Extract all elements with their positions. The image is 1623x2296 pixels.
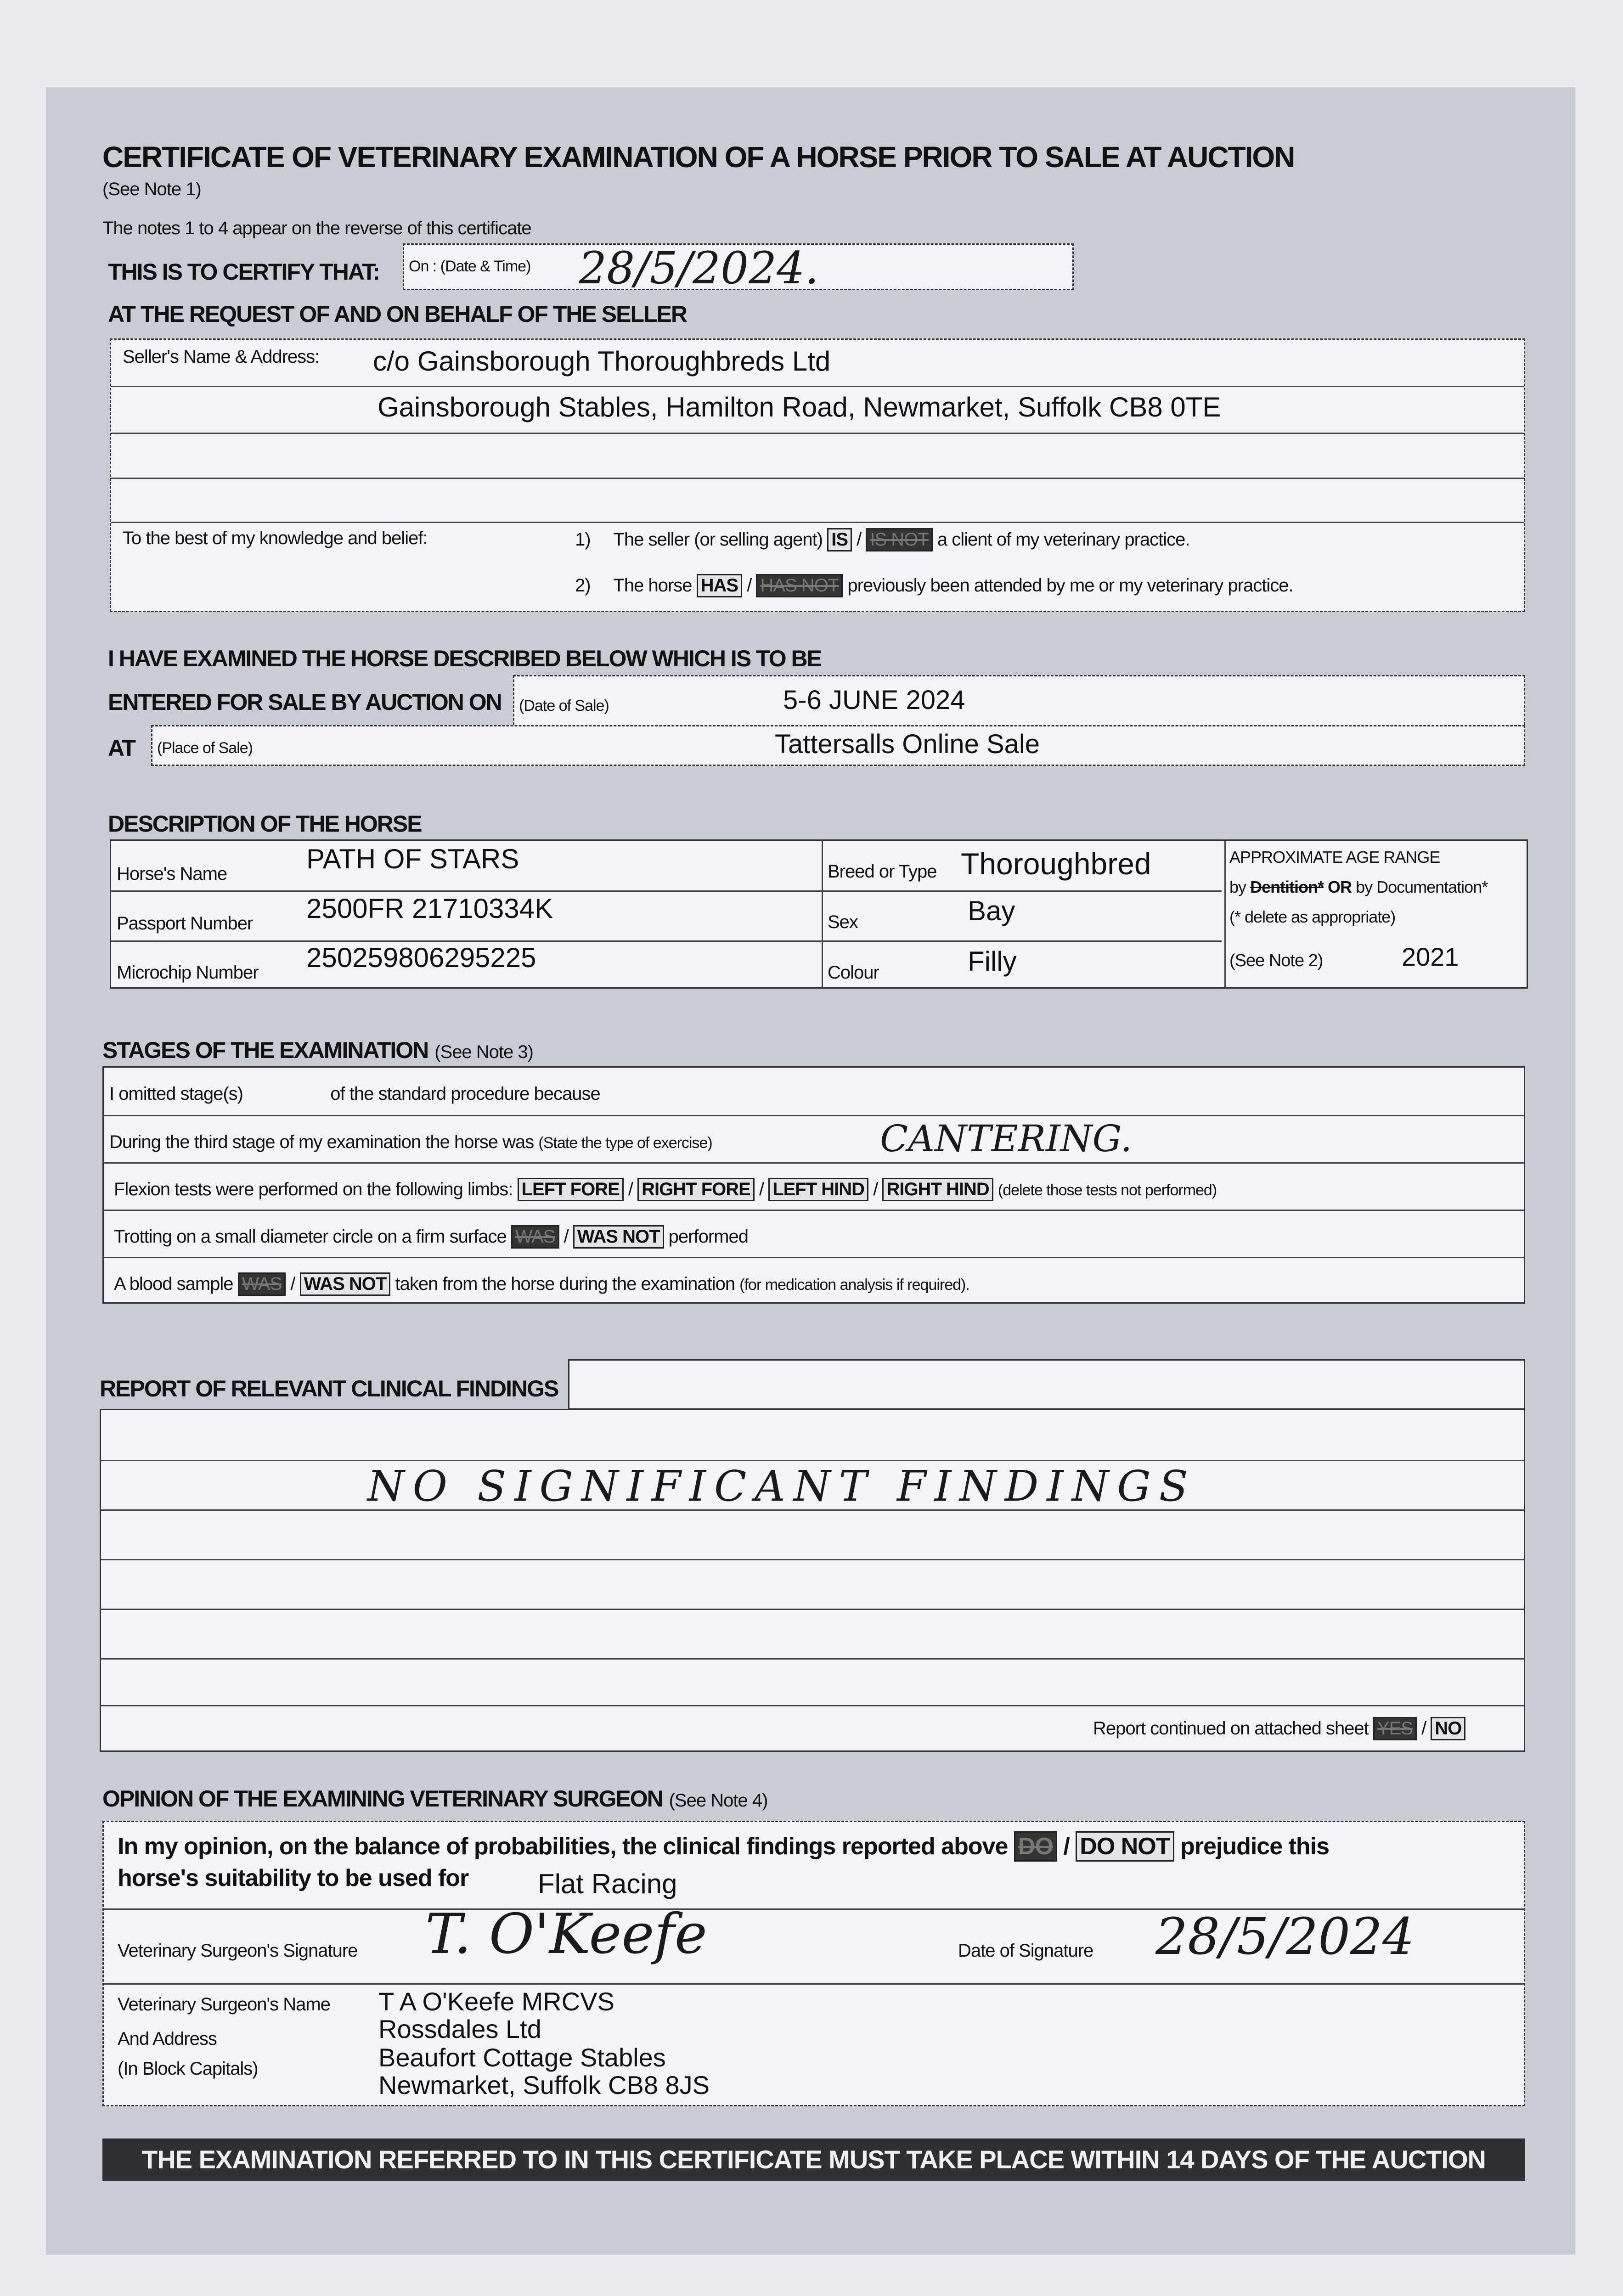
blood-note: (for medication analysis if required). [739,1276,969,1294]
age-delete-note: (* delete as appropriate) [1229,907,1396,926]
age-documentation[interactable]: by Documentation* [1356,878,1488,896]
report-continued-row [1093,1717,1465,1740]
age-heading: APPROXIMATE AGE RANGE [1229,848,1440,867]
exam-date-value: 28/5/2024. [579,242,819,294]
horse-name-value[interactable]: PATH OF STARS [306,844,519,874]
date-of-signature-value[interactable]: 28/5/2024 [1155,1907,1415,1966]
separator: / [564,1227,569,1247]
breed-label: Breed or Type [828,861,937,882]
signature-label: Veterinary Surgeon's Signature [118,1941,358,1961]
stages-note: (See Note 3) [434,1042,533,1062]
microchip-value[interactable]: 250259806295225 [306,942,536,973]
statement-text: a client of my veterinary practice. [937,529,1190,550]
horse-description-table [110,839,1528,989]
vet-signature[interactable]: T. O'Keefe [425,1902,707,1966]
at-label: AT [108,735,135,761]
option-is[interactable]: IS [827,528,852,551]
blood-post: taken from the horse during the examination [395,1274,735,1294]
opinion-line-1 [118,1831,1329,1862]
limb-right-fore[interactable]: RIGHT FORE [637,1178,755,1201]
blood-was-deleted[interactable]: WAS [238,1272,286,1296]
separator: / [873,1179,878,1199]
limb-left-fore[interactable]: LEFT FORE [518,1178,624,1201]
sale-place-label: (Place of Sale) [157,739,253,757]
vet-name-label: Veterinary Surgeon's Name [118,1994,330,2015]
colour-label: Colour [828,962,879,983]
opinion-section [102,1821,1525,2106]
sale-date-label: (Date of Sale) [519,697,609,715]
opinion-heading-text: OPINION OF THE EXAMINING VETERINARY SURGEON [102,1786,663,1812]
flexion-note: (delete those tests not performed) [997,1182,1217,1199]
statement-text: The seller (or selling agent) [613,529,823,550]
colour-value[interactable]: Filly [968,946,1017,977]
stages-table [102,1066,1525,1304]
report-heading-box [568,1359,1525,1410]
stages-heading-text: STAGES OF THE EXAMINATION [102,1037,428,1063]
omitted-row [109,1084,600,1104]
report-findings-area[interactable] [100,1409,1525,1752]
third-stage-note: (State the type of exercise) [538,1134,712,1152]
sale-date-value: 5-6 JUNE 2024 [783,685,965,715]
blood-label: A blood sample [114,1274,233,1294]
opinion-do-deleted[interactable]: DO [1014,1831,1057,1862]
request-label: AT THE REQUEST OF AND ON BEHALF OF THE SELLER [108,301,687,327]
blood-row [114,1272,969,1296]
vet-practice-line[interactable]: Rossdales Ltd [378,2015,541,2043]
blood-was-not[interactable]: WAS NOT [300,1272,391,1296]
microchip-label: Microchip Number [117,962,259,983]
omitted-label: I omitted stage(s) [109,1084,243,1104]
breed-value[interactable]: Thoroughbred [961,847,1151,881]
option-is-not-deleted[interactable]: IS NOT [866,528,932,551]
exam-date-label: On : (Date & Time) [409,258,531,275]
examined-heading: I HAVE EXAMINED THE HORSE DESCRIBED BELOW WHICH IS TO BE [108,646,821,671]
report-continued-label: Report continued on attached sheet [1093,1718,1369,1739]
opinion-text: prejudice this [1180,1833,1330,1860]
report-finding-text: NO SIGNIFICANT FINDINGS [367,1462,1196,1511]
exam-date-field[interactable] [403,242,1074,294]
description-heading: DESCRIPTION OF THE HORSE [108,811,422,837]
stages-heading [102,1037,533,1064]
limb-right-hind[interactable]: RIGHT HIND [882,1178,993,1201]
notes-line: The notes 1 to 4 appear on the reverse of this certificate [102,218,531,238]
third-stage-value[interactable]: CANTERING. [880,1117,1133,1160]
separator: / [759,1179,764,1199]
vet-town-line[interactable]: Newmarket, Suffolk CB8 8JS [378,2071,710,2099]
age-method [1229,878,1488,897]
sale-place-value: Tattersalls Online Sale [775,729,1040,759]
seller-section [110,338,1525,612]
separator: / [628,1179,633,1199]
opinion-do-not[interactable]: DO NOT [1076,1831,1174,1862]
report-heading: REPORT OF RELEVANT CLINICAL FINDINGS [100,1376,558,1401]
sex-label: Sex [828,912,858,932]
statement-number: 2) [575,575,591,596]
sale-date-field[interactable] [513,675,1525,725]
opinion-text: In my opinion, on the balance of probabilities, the clinical findings reported above [118,1833,1008,1860]
horse-name-label: Horse's Name [117,864,227,884]
vet-address-label: And Address [118,2029,217,2049]
option-has-not-deleted[interactable]: HAS NOT [756,574,843,597]
trotting-was-not[interactable]: WAS NOT [573,1225,664,1249]
age-see-note: (See Note 2) [1229,951,1323,970]
age-value[interactable]: 2021 [1402,942,1459,971]
third-stage-row [109,1132,712,1153]
vet-address-line[interactable]: Beaufort Cottage Stables [378,2043,666,2072]
continued-no[interactable]: NO [1431,1717,1465,1740]
sale-place-field[interactable] [151,725,1525,766]
trotting-label: Trotting on a small diameter circle on a firm surface [114,1227,507,1247]
trotting-post: performed [668,1227,748,1247]
knowledge-label: To the best of my knowledge and belief: [123,528,428,548]
separator: / [857,529,862,550]
age-by: by [1229,878,1246,896]
trotting-row [114,1225,748,1249]
statement-attended [575,574,1293,597]
vet-name-line[interactable]: T A O'Keefe MRCVS [378,1987,614,2016]
seller-label: Seller's Name & Address: [123,347,320,367]
statement-text: previously been attended by me or my veterinary practice. [847,575,1293,596]
omitted-reason-label: of the standard procedure because [330,1084,600,1104]
sex-value[interactable]: Bay [968,895,1015,926]
certify-label: THIS IS TO CERTIFY THAT: [108,259,379,285]
trotting-was-deleted[interactable]: WAS [511,1225,559,1249]
footer-notice: THE EXAMINATION REFERRED TO IN THIS CERTIFICATE MUST TAKE PLACE WITHIN 14 DAYS OF THE AUCTION [102,2138,1525,2181]
date-of-signature-label: Date of Signature [958,1941,1093,1961]
flexion-row [114,1178,1217,1201]
see-note-1: (See Note 1) [102,179,201,199]
seller-address[interactable]: Gainsborough Stables, Hamilton Road, Newmarket, Suffolk CB8 0TE [378,392,1221,422]
intended-use-value[interactable]: Flat Racing [538,1868,677,1899]
flexion-label: Flexion tests were performed on the following limbs: [114,1179,513,1199]
age-dentition-deleted[interactable]: Dentition* [1250,878,1324,896]
seller-name[interactable]: c/o Gainsborough Thoroughbreds Ltd [373,346,831,377]
option-has[interactable]: HAS [697,574,742,597]
continued-yes-deleted[interactable]: YES [1373,1717,1417,1740]
opinion-note: (See Note 4) [669,1790,768,1811]
statement-text: The horse [613,575,692,596]
page-title: CERTIFICATE OF VETERINARY EXAMINATION OF A HORSE PRIOR TO SALE AT AUCTION [102,141,1295,174]
separator: / [1063,1833,1070,1860]
limb-left-hind[interactable]: LEFT HIND [768,1178,868,1201]
statement-client [575,528,1190,551]
block-capitals-label: (In Block Capitals) [118,2059,258,2079]
age-or: OR [1328,878,1352,896]
opinion-line-2: horse's suitability to be used for [118,1865,469,1891]
opinion-heading [102,1785,767,1812]
separator: / [1421,1718,1426,1739]
separator: / [290,1274,295,1294]
auction-heading: ENTERED FOR SALE BY AUCTION ON [108,689,502,715]
third-stage-label: During the third stage of my examination the horse was [109,1132,534,1152]
separator: / [747,575,752,596]
passport-value[interactable]: 2500FR 21710334K [306,893,553,924]
passport-label: Passport Number [117,913,253,934]
statement-number: 1) [575,529,591,550]
